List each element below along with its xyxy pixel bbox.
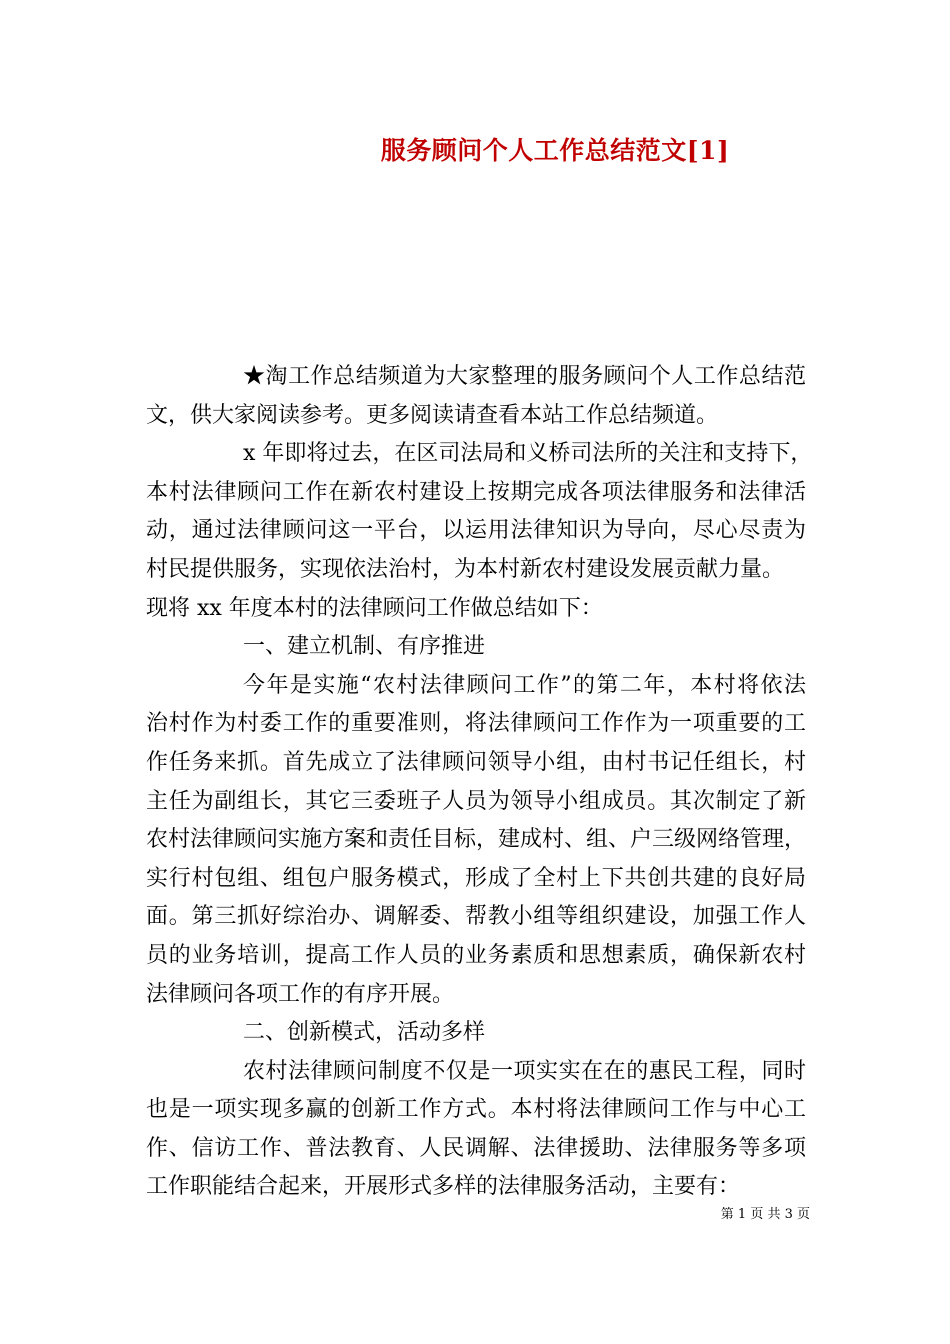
paragraph-line: ★淘工作总结频道为大家整理的服务顾问个人工作总结范 (243, 364, 806, 389)
paragraph-line: 实行村包组、组包户服务模式，形成了全村上下共创共建的良好局 (146, 865, 806, 891)
paragraph-line: 农村法律顾问制度不仅是一项实实在在的惠民工程，同时 (243, 1058, 806, 1084)
paragraph-line: 动，通过法律顾问这一平台，以运用法律知识为导向，尽心尽责为 (146, 518, 806, 544)
section-heading: 二、创新模式，活动多样 (243, 1020, 486, 1046)
paragraph-line: 员的业务培训，提高工作人员的业务素质和思想素质，确保新农村 (146, 942, 806, 968)
paragraph-line: 法律顾问各项工作的有序开展。 (146, 981, 455, 1007)
paragraph-line: 作、信访工作、普法教育、人民调解、法律援助、法律服务等多项 (146, 1135, 806, 1161)
paragraph-line: 文，供大家阅读参考。更多阅读请查看本站工作总结频道。 (146, 402, 719, 428)
document-body (146, 358, 813, 1207)
paragraph-line: x 年即将过去，在区司法局和义桥司法所的关注和支持下， (243, 441, 813, 467)
paragraph-line: 治村作为村委工作的重要准则，将法律顾问工作作为一项重要的工 (146, 711, 806, 737)
paragraph-line: 主任为副组长，其它三委班子人员为领导小组成员。其次制定了新 (146, 788, 806, 814)
section-heading: 一、建立机制、有序推进 (243, 634, 486, 660)
document-title: 服务顾问个人工作总结范文[1] (380, 136, 730, 165)
paragraph-line: 现将 xx 年度本村的法律顾问工作做总结如下： (146, 595, 603, 621)
paragraph-line: 作任务来抓。首先成立了法律顾问领导小组，由村书记任组长，村 (146, 749, 806, 775)
page-number: 第 1 页 共 3 页 (720, 1207, 810, 1222)
paragraph-line: 本村法律顾问工作在新农村建设上按期完成各项法律服务和法律活 (146, 479, 806, 505)
paragraph-line: 也是一项实现多赢的创新工作方式。本村将法律顾问工作与中心工 (146, 1097, 806, 1123)
paragraph-line: 面。第三抓好综治办、调解委、帮教小组等组织建设，加强工作人 (146, 904, 806, 930)
paragraph-line: 今年是实施“农村法律顾问工作”的第二年，本村将依法 (243, 672, 806, 698)
paragraph-line: 村民提供服务，实现依法治村，为本村新农村建设发展贡献力量。 (146, 556, 785, 582)
paragraph-line: 农村法律顾问实施方案和责任目标，建成村、组、户三级网络管理， (146, 827, 807, 853)
paragraph-line: 工作职能结合起来，开展形式多样的法律服务活动，主要有： (146, 1174, 741, 1200)
